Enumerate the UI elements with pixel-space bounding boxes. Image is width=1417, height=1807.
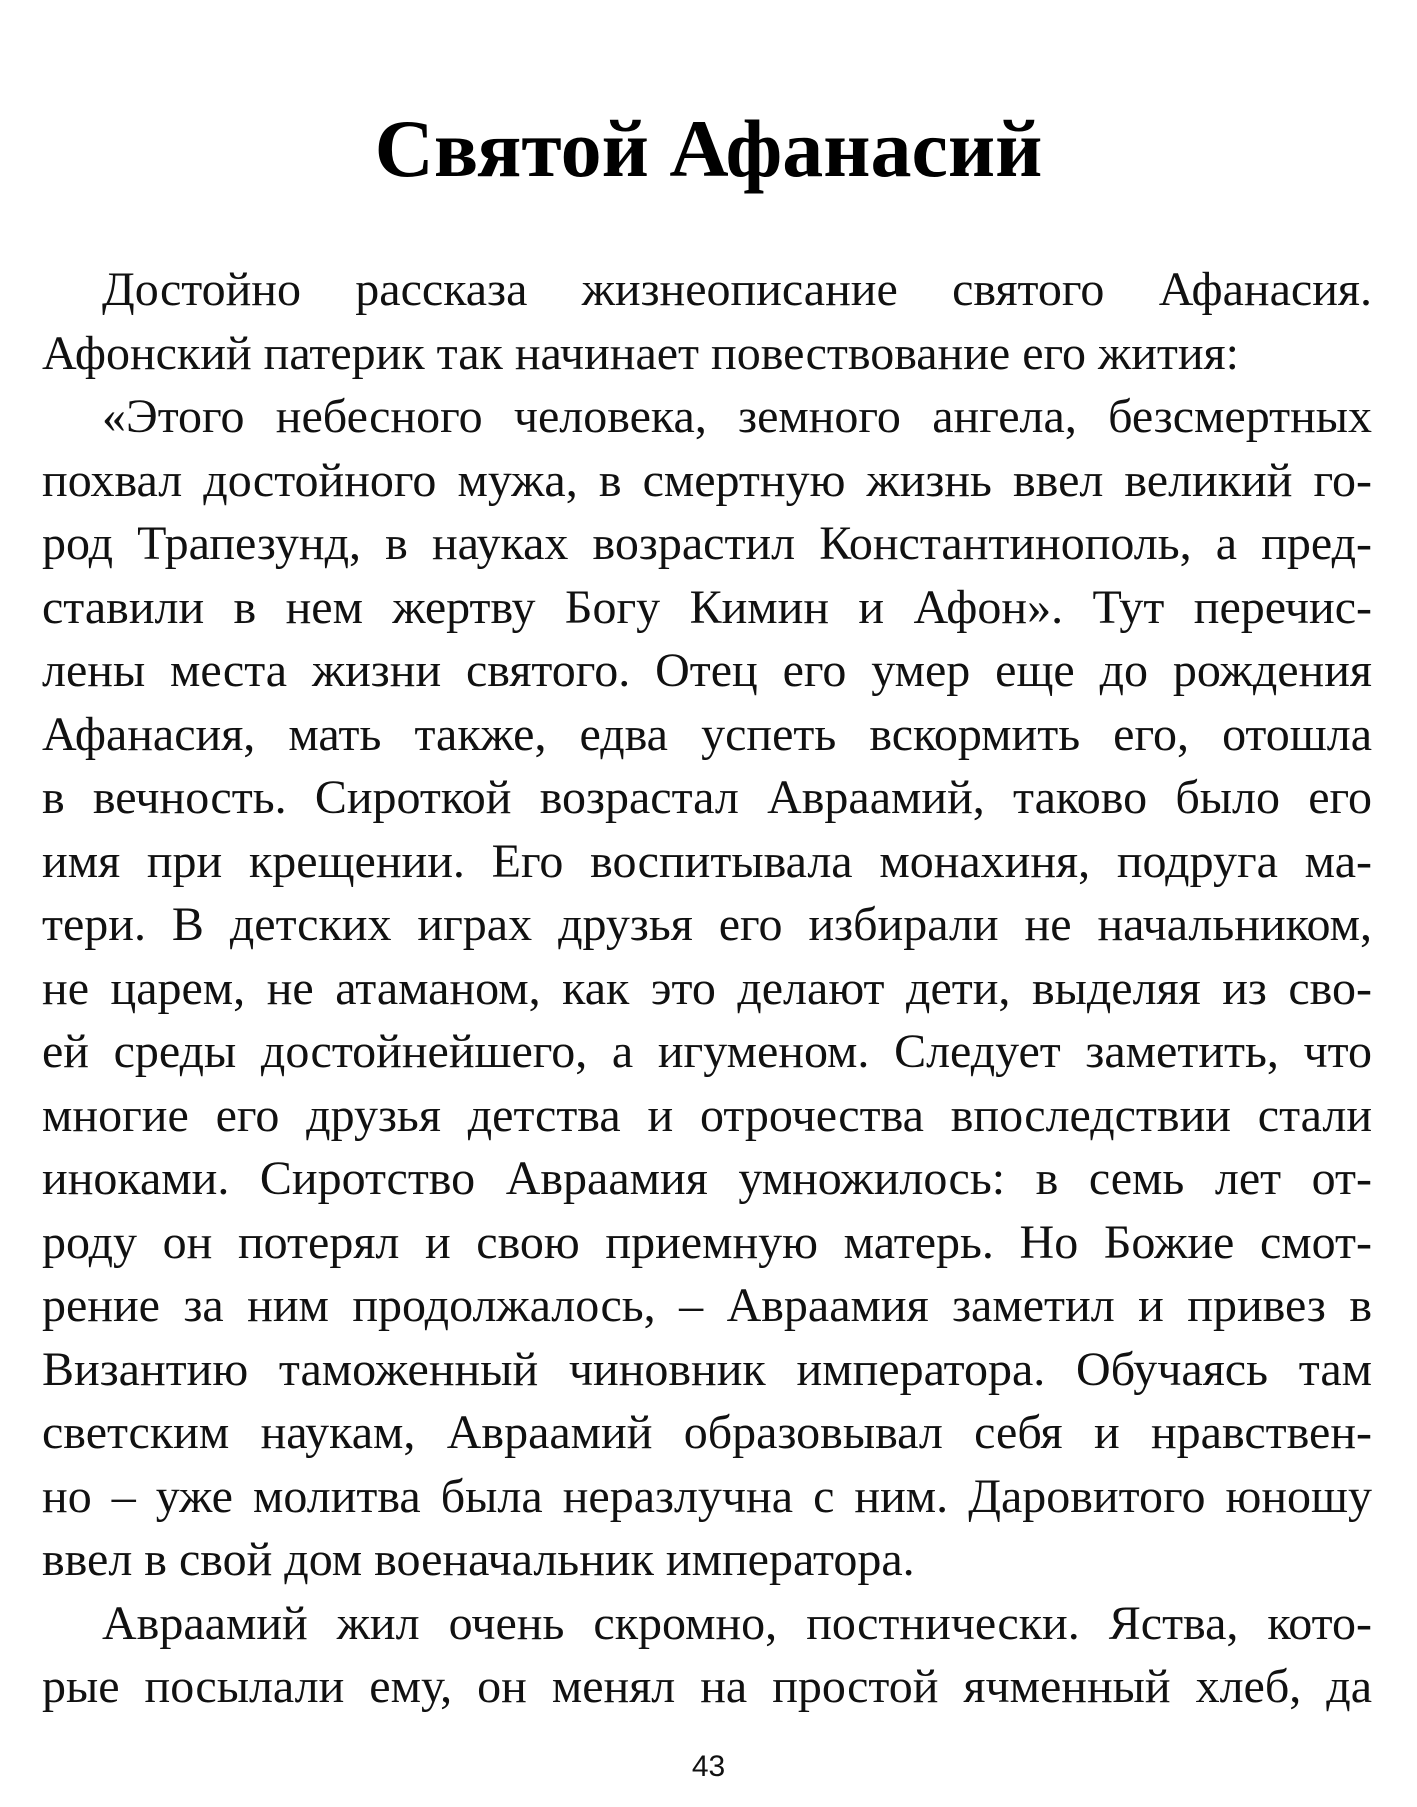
text-line: многие его друзья детства и отрочества впоследствии стали	[42, 1088, 1372, 1142]
text-line: но – уже молитва была неразлучна с ним. Даровитого юношу	[42, 1469, 1372, 1523]
body-text	[42, 258, 1372, 1719]
text-line: род Трапезунд, в науках возрастил Константинополь, а пред-	[42, 517, 1372, 570]
text-line: ставили в нем жертву Богу Кимин и Афон». Тут перечис-	[42, 580, 1372, 634]
text-line: похвал достойного мужа, в смертную жизнь ввел великий го-	[42, 453, 1372, 507]
text-line: иноками. Сиротство Авраамия умножилось: в семь лет от-	[42, 1152, 1372, 1205]
text-line: лены места жизни святого. Отец его умер еще до рождения	[42, 644, 1372, 697]
text-line: рые посылали ему, он менял на простой ячменный хлеб, да	[42, 1660, 1372, 1713]
text-line: Авраамий жил очень скромно, постнически. Яства, кото-	[102, 1596, 1372, 1650]
text-line: роду он потерял и свою приемную матерь. Но Божие смот-	[42, 1215, 1372, 1269]
text-line: Афанасия, мать также, едва успеть вскормить его, отошла	[42, 707, 1372, 761]
text-line: Достойно рассказа жизнеописание святого Афанасия.	[102, 263, 1372, 316]
text-line: Афонский патерик так начинает повествование его жития:	[42, 326, 1239, 380]
text-line: ввел в свой дом военачальник императора.	[42, 1533, 915, 1586]
text-line: не царем, не атаманом, как это делают дети, выделяя из сво-	[42, 961, 1372, 1015]
page-number: 43	[691, 1750, 726, 1783]
text-line: светским наукам, Авраамий образовывал себя и нравствен-	[42, 1406, 1372, 1459]
text-line: рение за ним продолжалось, – Авраамия заметил и привез в	[42, 1279, 1372, 1332]
text-line: «Этого небесного человека, земного ангела, безсмертных	[102, 390, 1372, 443]
text-line: в вечность. Сироткой возрастал Авраамий, таково было его	[42, 771, 1372, 824]
text-line: имя при крещении. Его воспитывала монахиня, подруга ма-	[42, 834, 1372, 888]
text-line: Византию таможенный чиновник императора. Обучаясь там	[42, 1342, 1372, 1396]
page-title: Святой Афанасий	[374, 103, 1043, 194]
text-line: ей среды достойнейшего, а игуменом. Следует заметить, что	[42, 1025, 1372, 1078]
text-line: тери. В детских играх друзья его избирали не начальником,	[42, 898, 1372, 951]
